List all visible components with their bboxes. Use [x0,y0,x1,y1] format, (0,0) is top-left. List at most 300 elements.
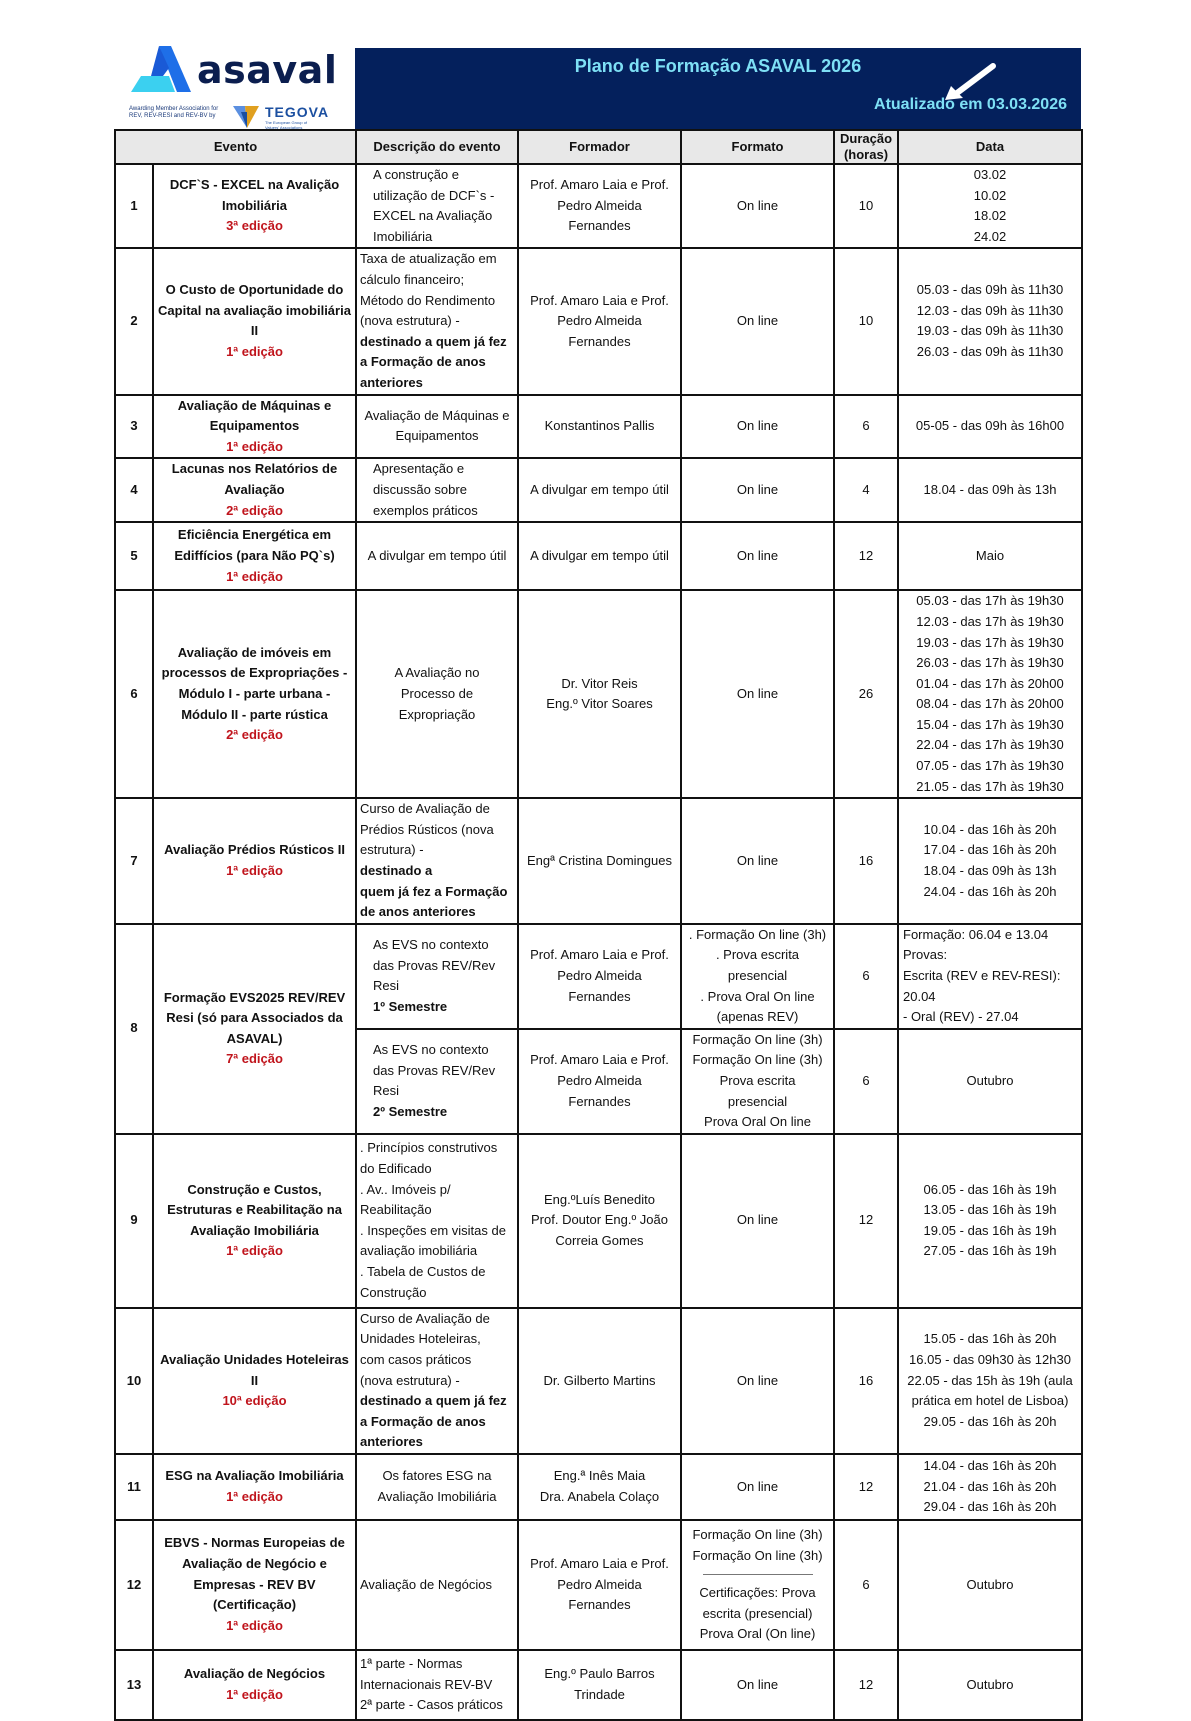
description-line: A construção e [373,167,459,182]
event-title: Avaliação Unidades Hoteleiras II [160,1351,349,1388]
trainer-line: Prof. Amaro Laia e Prof. [530,947,669,963]
row-number: 12 [115,1520,153,1650]
date-line: Outubro [966,1072,1014,1088]
date-line: 19.03 - das 09h às 11h30 [916,323,1064,339]
trainer-line: Pedro Almeida [557,197,642,213]
description-line: (nova estrutura) - [360,313,460,329]
date-line: 15.05 - das 16h às 20h [923,1331,1057,1347]
format-line: On line [736,1478,779,1494]
edition-badge: 10ª edição [222,1393,287,1409]
date-line: 08.04 - das 17h às 20h00 [916,696,1064,712]
format [681,1520,834,1650]
trainer [518,798,681,924]
title-banner [355,48,1081,130]
event-title-cell [153,590,356,798]
description-line: Curso de Avaliação de [360,801,490,817]
description-line: Curso de Avaliação de [360,1310,490,1326]
date-line: 01.04 - das 17h às 20h00 [916,675,1064,691]
edition-badge: 1ª edição [226,1243,283,1259]
asaval-subtitle: Awarding Member Association for REV, REV-RESI and REV-BV by [129,106,219,119]
duration-hours: 12 [834,1650,898,1720]
trainer-line: Pedro Almeida [557,968,642,983]
row-number: 1 [115,164,153,248]
event-description [356,395,518,459]
date-line: 06.05 - das 16h às 19h [923,1181,1057,1197]
format [681,924,834,1029]
date-line: 10.04 - das 16h às 20h [923,821,1057,837]
format-line: Certificações: Prova [699,1585,816,1601]
trainer [518,458,681,522]
description-line: Taxa de atualização em [360,251,497,267]
event-title-cell [153,1308,356,1454]
description-line: . Princípios construtivos [360,1140,498,1156]
description-line-bold: 1º Semestre [373,998,448,1014]
schedule-dates [898,458,1082,522]
date-line: 05.03 - das 09h às 11h30 [916,282,1064,298]
schedule-dates [898,798,1082,924]
format [681,164,834,248]
description-line: Os fatores ESG na [382,1468,492,1484]
table-row [115,1650,1082,1720]
trainer [518,1520,681,1650]
event-title-cell [153,924,356,1134]
trainer-line: Eng.º Paulo Barros [544,1666,655,1682]
description-line: do Edificado [360,1160,432,1176]
format-line: escrita (presencial) [702,1605,813,1621]
description-line-bold: destinado a [360,863,433,879]
trainer-line: Fernandes [568,218,631,234]
description-line: A Avaliação no [394,665,480,681]
format [681,1029,834,1134]
date-line: Outubro [966,1676,1014,1692]
duration-hours: 10 [834,164,898,248]
duration-hours: 4 [834,458,898,522]
training-plan-table [114,129,1083,1721]
date-line: Maio [975,548,1005,564]
date-line: 12.03 - das 09h às 11h30 [916,302,1064,318]
event-title-cell [153,1134,356,1308]
date-line: 26.03 - das 17h às 19h30 [916,655,1064,671]
trainer-line: Fernandes [568,1597,631,1613]
row-number: 11 [115,1454,153,1520]
description-line: . Av.. Imóveis p/ [360,1181,451,1197]
trainer-line: Correia Gomes [555,1233,644,1249]
trainer [518,164,681,248]
date-line: Provas: [903,947,948,963]
description-line: (nova estrutura) - [360,1372,460,1388]
trainer [518,924,681,1029]
format [681,1134,834,1308]
description-line: Construção [360,1284,427,1300]
asaval-logo [113,44,353,130]
schedule-dates [898,1520,1082,1650]
col-header-formato: Formato [681,130,834,164]
table-row [115,1308,1082,1454]
format-line: On line [736,852,779,868]
format [681,458,834,522]
trainer-line: Eng.ª Inês Maia [553,1468,646,1484]
trainer-line: Pedro Almeida [557,313,642,329]
table-row [115,798,1082,924]
description-line: 1ª parte - Normas [360,1656,463,1672]
description-line: Equipamentos [395,428,479,444]
table-row [115,458,1082,522]
schedule-dates [898,1134,1082,1308]
event-title-cell [153,164,356,248]
trainer-line: Fernandes [568,333,631,349]
duration-hours: 10 [834,248,898,394]
date-line: Formação: 06.04 e 13.04 [903,926,1049,942]
updated-date: Atualizado em 03.03.2026 [874,96,1067,113]
description-line: Avaliação Imobiliária [377,1488,497,1504]
event-title: Eficiência Energética em Ediffícios (para Não PQ`s) [174,527,335,564]
tegova-icon [233,106,259,128]
description-line-bold: quem já fez a Formação [360,883,508,899]
tegova-wordmark: TEGOVA [265,104,330,120]
description-line: das Provas REV/Rev [373,957,496,973]
trainer-line: A divulgar em tempo útil [530,482,669,498]
description-line-bold: destinado a quem já fez [360,1393,507,1409]
date-line: 17.04 - das 16h às 20h [923,842,1057,858]
event-title: Avaliação de Negócios [183,1666,326,1682]
date-line: 19.03 - das 17h às 19h30 [916,634,1064,650]
event-title: Construção e Custos, Estruturas e Reabilitação na Avaliação Imobiliária [167,1181,342,1238]
trainer [518,1308,681,1454]
date-line: Outubro [966,1576,1014,1592]
format-line: Formação On line (3h) [692,1547,823,1563]
format-line: (apenas REV) [716,1009,799,1025]
trainer-line: Pedro Almeida [557,1576,642,1592]
description-line: Imobiliária [373,228,433,244]
table-row [115,924,1082,1029]
table-row [115,164,1082,248]
format [681,1308,834,1454]
trainer [518,522,681,590]
asaval-a-icon [129,46,191,98]
date-line: 18.04 - das 09h às 13h [923,863,1057,879]
table-row [115,1520,1082,1650]
format [681,248,834,394]
table-row [115,590,1082,798]
row-number: 3 [115,395,153,459]
table-row [115,1454,1082,1520]
event-description [356,522,518,590]
description-line: . Inspeções em visitas de [360,1222,506,1238]
date-line: 27.05 - das 16h às 19h [923,1243,1057,1259]
description-line-bold: destinado a quem já fez [360,333,507,349]
event-title: ESG na Avaliação Imobiliária [165,1468,344,1484]
row-number: 2 [115,248,153,394]
schedule-dates [898,1029,1082,1134]
date-line: 26.03 - das 09h às 11h30 [916,344,1064,360]
date-line: 18.02 [973,208,1007,224]
event-title: Lacunas nos Relatórios de Avaliação [171,461,338,498]
description-line: Avaliação de Negócios [360,1576,493,1592]
format-line: presencial [727,1093,788,1109]
event-title-cell [153,458,356,522]
format [681,590,834,798]
event-description [356,1650,518,1720]
format [681,395,834,459]
date-line: 20.04 [903,988,936,1004]
trainer [518,1134,681,1308]
format [681,1650,834,1720]
duration-hours: 6 [834,1029,898,1134]
schedule-dates [898,1308,1082,1454]
col-header-formador: Formador [518,130,681,164]
format [681,522,834,590]
row-number: 6 [115,590,153,798]
page-title: Plano de Formação ASAVAL 2026 [574,56,862,76]
date-line: prática em hotel de Lisboa) [911,1393,1069,1409]
schedule-dates [898,248,1082,394]
event-title-cell [153,395,356,459]
duration-hours: 26 [834,590,898,798]
description-line-bold: de anos anteriores [360,904,476,920]
event-description [356,1029,518,1134]
description-line: Unidades Hoteleiras, [360,1331,481,1347]
description-line: Expropriação [398,706,476,722]
format-separator [703,1574,813,1575]
schedule-dates [898,924,1082,1029]
table-row [115,1134,1082,1308]
description-line: . Tabela de Custos de [360,1263,486,1279]
duration-hours: 12 [834,1454,898,1520]
trainer-line: Prof. Amaro Laia e Prof. [530,177,669,193]
description-line: cálculo financeiro; [360,271,465,287]
description-line-bold: anteriores [360,374,423,390]
trainer-line: Konstantinos Pallis [544,418,655,434]
date-line: 03.02 [973,167,1007,182]
event-description [356,1454,518,1520]
trainer-line: Pedro Almeida [557,1072,642,1088]
format-line: On line [736,1212,779,1228]
duration-hours: 12 [834,522,898,590]
format [681,798,834,924]
date-line: 22.05 - das 15h às 19h (aula [907,1372,1073,1388]
date-line: 24.04 - das 16h às 20h [923,883,1057,899]
description-line: Processo de [400,685,474,701]
date-line: 05.03 - das 17h às 19h30 [916,593,1064,609]
format-line: Formação On line (3h) [692,1526,823,1542]
format-line: On line [736,1372,779,1388]
event-title-cell [153,1520,356,1650]
duration-hours: 6 [834,924,898,1029]
event-title: DCF`S - EXCEL na Avalição Imobiliária [169,177,340,213]
event-description [356,458,518,522]
date-line: 24.02 [973,228,1007,244]
description-line: Internacionais REV-BV [360,1676,493,1692]
trainer-line: A divulgar em tempo útil [530,548,669,564]
format-line: . Formação On line (3h) [688,926,827,942]
trainer [518,1454,681,1520]
asaval-wordmark: asaval [197,48,338,92]
date-line: 29.05 - das 16h às 20h [923,1413,1057,1429]
duration-hours: 12 [834,1134,898,1308]
description-line-bold: 2º Semestre [373,1103,448,1119]
trainer-line: Fernandes [568,1093,631,1109]
event-title-cell [153,1650,356,1720]
date-line: 10.02 [973,187,1007,203]
event-description [356,590,518,798]
date-line: 05-05 - das 09h às 16h00 [915,418,1065,434]
table-row [115,522,1082,590]
edition-badge: 1ª edição [226,863,283,879]
description-line: das Provas REV/Rev [373,1062,496,1078]
date-line: 16.05 - das 09h30 às 12h30 [909,1351,1071,1367]
format-line: . Prova Oral On line [700,988,815,1004]
duration-hours: 6 [834,395,898,459]
event-description [356,924,518,1029]
edition-badge: 1ª edição [226,1488,283,1504]
table-row [115,248,1082,394]
row-number: 4 [115,458,153,522]
schedule-dates [898,590,1082,798]
trainer-line: Eng.ºLuís Benedito [544,1191,655,1207]
event-description [356,164,518,248]
row-number: 13 [115,1650,153,1720]
format-line: On line [736,482,779,498]
date-line: 07.05 - das 17h às 19h30 [916,758,1064,774]
col-header-duracao: Duração (horas) [834,130,898,164]
format-line: On line [736,418,779,434]
date-line: 22.04 - das 17h às 19h30 [916,737,1064,753]
format-line: On line [736,548,779,564]
col-header-descricao: Descrição do evento [356,130,518,164]
format-line: On line [736,313,779,329]
schedule-dates [898,1650,1082,1720]
format-line: On line [736,197,779,213]
description-line: 2ª parte - Casos práticos [360,1697,503,1713]
event-description [356,1134,518,1308]
trainer [518,395,681,459]
schedule-dates [898,395,1082,459]
trainer-line: Prof. Doutor Eng.º João [531,1212,668,1228]
event-description [356,1520,518,1650]
description-line: A divulgar em tempo útil [367,548,507,564]
date-line: Escrita (REV e REV-RESI): [903,968,1061,983]
edition-badge: 1ª edição [226,344,283,360]
schedule-dates [898,522,1082,590]
description-line-bold: anteriores [360,1434,423,1450]
edition-badge: 2ª edição [226,502,283,518]
event-title: Avaliação de imóveis em processos de Expropriações - Módulo I - parte urbana - Módulo II - parte rústica [161,644,348,722]
date-line: 13.05 - das 16h às 19h [923,1202,1057,1218]
trainer-line: Fernandes [568,988,631,1004]
description-line: Apresentação e [373,461,465,477]
duration-hours: 16 [834,798,898,924]
trainer-line: Eng.º Vitor Soares [546,696,653,712]
table-header-row [115,130,1082,164]
event-title: Avaliação de Máquinas e Equipamentos [177,397,332,434]
date-line: 18.04 - das 09h às 13h [923,482,1057,498]
table-row [115,395,1082,459]
event-title-cell [153,248,356,394]
event-title: O Custo de Oportunidade do Capital na avaliação imobiliária II [158,282,351,339]
description-line: Método do Rendimento [360,292,496,308]
description-line: utilização de DCF`s - [373,187,495,203]
edition-badge: 3ª edição [226,218,283,234]
event-title: EBVS - Normas Europeias de Avaliação de Negócio e Empresas - REV BV (Certificação) [164,1535,345,1613]
duration-hours: 6 [834,1520,898,1650]
description-line: Prédios Rústicos (nova [360,821,494,837]
trainer-line: Prof. Amaro Laia e Prof. [530,1556,669,1572]
col-header-evento: Evento [115,130,356,164]
trainer-line: Dra. Anabela Colaço [539,1488,660,1504]
row-number: 10 [115,1308,153,1454]
trainer [518,248,681,394]
duration-hours: 16 [834,1308,898,1454]
date-line: 29.04 - das 16h às 20h [923,1499,1057,1515]
description-line: discussão sobre [373,482,467,498]
description-line: As EVS no contexto [373,1042,489,1058]
format [681,1454,834,1520]
trainer [518,1650,681,1720]
trainer [518,1029,681,1134]
description-line: Reabilitação [360,1202,432,1218]
trainer-line: Prof. Amaro Laia e Prof. [530,292,669,308]
date-line: 12.03 - das 17h às 19h30 [916,613,1064,629]
date-line: 14.04 - das 16h às 20h [923,1458,1057,1474]
event-title-cell [153,798,356,924]
date-line: 15.04 - das 17h às 19h30 [916,716,1064,732]
format-line: Prova Oral (On line) [699,1626,816,1642]
description-line: EXCEL na Avaliação [373,208,493,224]
event-description [356,248,518,394]
row-number: 7 [115,798,153,924]
edition-badge: 1ª edição [226,438,283,454]
event-title-cell [153,522,356,590]
format-line: On line [736,685,779,701]
description-line: estrutura) - [360,842,424,858]
date-line: 19.05 - das 16h às 19h [923,1222,1057,1238]
row-number: 8 [115,924,153,1134]
format-line: Prova Oral On line [704,1114,811,1130]
description-line-bold: a Formação de anos [360,1413,486,1429]
edition-badge: 1ª edição [226,1617,283,1633]
trainer-line: Dr. Gilberto Martins [543,1372,656,1388]
description-line: exemplos práticos [373,502,478,518]
event-title: Formação EVS2025 REV/REV Resi (só para Associados da ASAVAL) [163,989,346,1046]
date-line: 21.04 - das 16h às 20h [923,1478,1057,1494]
edition-badge: 1ª edição [226,1686,283,1702]
event-description [356,798,518,924]
date-line: 21.05 - das 17h às 19h30 [916,778,1064,794]
date-line: - Oral (REV) - 27.04 [903,1009,1019,1025]
description-line: As EVS no contexto [373,937,489,953]
trainer-line: Dr. Vitor Reis [561,675,638,691]
event-title: Avaliação Prédios Rústicos II [164,842,345,858]
trainer [518,590,681,798]
description-line: avaliação imobiliária [360,1243,478,1259]
description-line: com casos práticos [360,1351,472,1367]
format-line: Formação On line (3h) [692,1052,823,1068]
tegova-subtitle: The European Group of Valuers' Associations [265,120,308,130]
trainer-line: Engª Cristina Domingues [527,852,672,868]
event-description [356,1308,518,1454]
format-line: Formação On line (3h) [692,1031,823,1047]
schedule-dates [898,1454,1082,1520]
row-number: 5 [115,522,153,590]
description-line: Avaliação de Máquinas e [364,407,510,423]
description-line-bold: a Formação de anos [360,354,486,370]
format-line: presencial [727,968,788,983]
format-line: Prova escrita [719,1072,796,1088]
schedule-dates [898,164,1082,248]
edition-badge: 7ª edição [226,1051,283,1067]
trainer-line: Trindade [574,1686,625,1702]
trainer-line: Prof. Amaro Laia e Prof. [530,1052,669,1068]
